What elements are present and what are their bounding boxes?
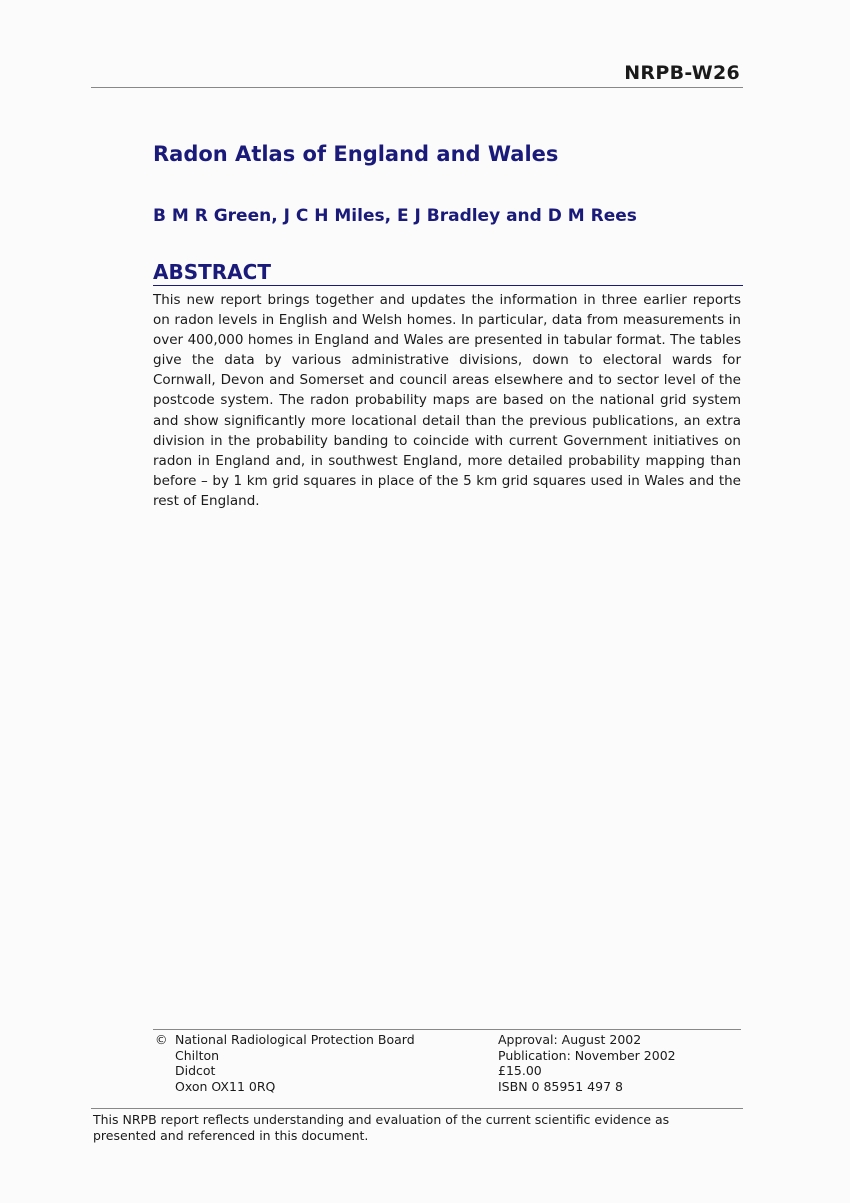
publication-info — [498, 1032, 676, 1094]
approval-date: Approval: August 2002 — [498, 1032, 642, 1047]
publisher-address-line — [155, 1032, 415, 1048]
header-divider — [91, 87, 743, 88]
publisher-address — [155, 1032, 415, 1094]
abstract-text: This new report brings together and updates the information in three earlier reports on radon levels in English and Welsh homes. In particular, data from measurements in over 400,000 homes in England and Wales are presented in tabular format. The tables give the data by various administrative divisions, down to electoral wards for Cornwall, Devon and Somerset and council areas elsewhere and to sector level of the postcode system. The radon probability maps are based on the national grid system and show significantly more locational detail than the previous publications, an extra division in the probability banding to coincide with current Government initiatives on radon in England and, in southwest England, more detailed probability mapping than before – by 1 km grid squares in place of the 5 km grid squares used in Wales and the rest of England. — [153, 292, 741, 509]
isbn: ISBN 0 85951 497 8 — [498, 1078, 623, 1094]
disclaimer-divider — [91, 1108, 743, 1109]
publisher-address-line: Chilton — [175, 1047, 220, 1063]
abstract-heading: ABSTRACT — [153, 260, 743, 286]
publisher-address-line: Didcot — [175, 1063, 216, 1078]
publisher-name: National Radiological Protection Board — [175, 1032, 415, 1047]
author-list: B M R Green, J C H Miles, E J Bradley and D M Rees — [153, 206, 637, 226]
document-title: Radon Atlas of England and Wales — [153, 142, 559, 166]
disclaimer-text: This NRPB report reflects understanding and evaluation of the current scientific evidence as presented and referenced in this document. — [93, 1112, 670, 1143]
publication-divider — [153, 1029, 741, 1030]
copyright-symbol: © — [155, 1032, 168, 1047]
report-code: NRPB-W26 — [624, 62, 740, 84]
price: £15.00 — [498, 1063, 542, 1078]
publisher-address-line: Oxon OX11 0RQ — [175, 1078, 276, 1094]
publication-date: Publication: November 2002 — [498, 1047, 676, 1063]
